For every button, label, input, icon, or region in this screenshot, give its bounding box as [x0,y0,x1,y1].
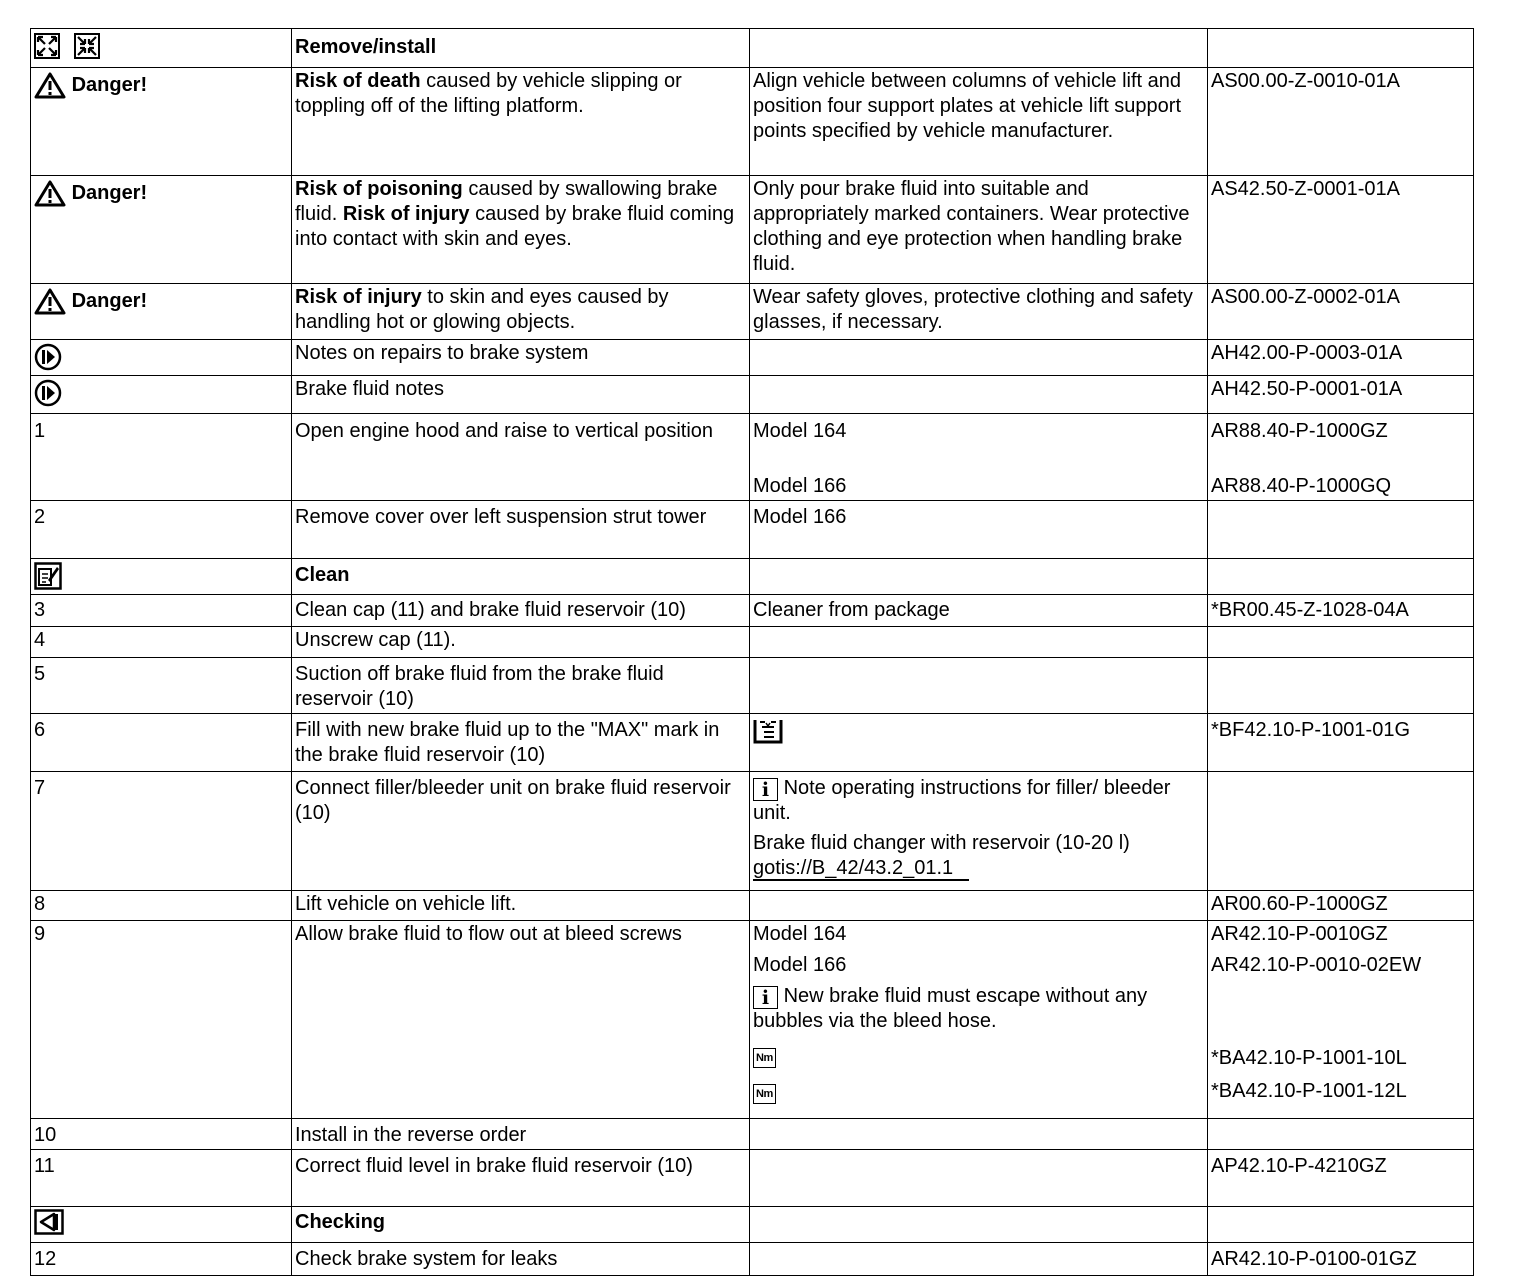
section-row-clean [31,559,1474,595]
step-row [31,1150,1474,1207]
danger-label: Danger! [71,74,148,96]
header-row [31,29,1474,68]
step-ref: AR88.40-P-1000GZ AR88.40-P-1000GQ [1208,414,1474,501]
torque-icon: Nm [753,1084,776,1104]
note-row [31,340,1474,376]
step-number: 12 [31,1243,292,1276]
step-number: 9 [31,921,292,1119]
step-ref: AR42.10-P-0100-01GZ [1208,1243,1474,1276]
step-text: Unscrew cap (11). [292,627,750,658]
step-row [31,891,1474,921]
step-number: 1 [31,414,292,501]
step-text: Connect filler/bleeder unit on brake fluid reservoir (10) [292,772,750,891]
step-row [31,714,1474,772]
step-number: 8 [31,891,292,921]
warning-triangle-icon [34,180,66,207]
danger-measure: Wear safety gloves, protective clothing and safety glasses, if necessary. [750,284,1208,340]
warning-triangle-icon [34,72,66,99]
step-row [31,921,1474,1119]
step-text: Correct fluid level in brake fluid reservoir (10) [292,1150,750,1207]
note-arrow-icon [34,343,62,371]
danger-measure: Align vehicle between columns of vehicle lift and position four support plates at vehicle lift support points specified by vehicle manufacturer. [750,68,1208,176]
danger-row [31,176,1474,284]
note-arrow-icon [34,379,62,407]
step-text: Install in the reverse order [292,1119,750,1150]
step-ref: *BF42.10-P-1001-01G [1208,714,1474,772]
danger-row [31,68,1474,176]
step-number: 5 [31,658,292,714]
step-number: 10 [31,1119,292,1150]
step-text: Clean cap (11) and brake fluid reservoir (10) [292,595,750,627]
info-note: i Note operating instructions for filler/ bleeder unit. [753,777,1171,824]
step-detail: Model 164 Model 166 i New brake fluid must escape without any bubbles via the bleed hose. Nm Nm [750,921,1208,1119]
checking-icon [34,1209,64,1235]
danger-ref: AS00.00-Z-0010-01A [1208,68,1474,176]
step-text: Suction off brake fluid from the brake fluid reservoir (10) [292,658,750,714]
warning-triangle-icon [34,288,66,315]
step-number: 11 [31,1150,292,1207]
note-text: Notes on repairs to brake system [292,340,750,376]
tool-label: Brake fluid changer with reservoir (10-20 l) [753,832,1130,854]
step-row [31,772,1474,891]
danger-ref: AS42.50-Z-0001-01A [1208,176,1474,284]
step-number: 3 [31,595,292,627]
remove-icon [34,33,60,59]
danger-risk: Risk of injury to skin and eyes caused by handling hot or glowing objects. [292,284,750,340]
info-icon: i [753,986,778,1009]
step-row [31,1243,1474,1276]
section-title: Clean [292,559,750,595]
danger-label: Danger! [71,290,148,312]
step-ref: AR00.60-P-1000GZ [1208,891,1474,921]
step-text: Fill with new brake fluid up to the "MAX" mark in the brake fluid reservoir (10) [292,714,750,772]
step-row [31,658,1474,714]
info-note: i New brake fluid must escape without any bubbles via the bleed hose. [753,985,1148,1032]
step-detail [750,772,1208,891]
step-text: Check brake system for leaks [292,1243,750,1276]
clean-icon [34,562,62,590]
torque-icon: Nm [753,1048,776,1068]
step-text: Remove cover over left suspension strut tower [292,501,750,559]
note-ref: AH42.00-P-0003-01A [1208,340,1474,376]
note-ref: AH42.50-P-0001-01A [1208,376,1474,414]
note-text: Brake fluid notes [292,376,750,414]
procedure-table [30,28,1474,1276]
step-number: 7 [31,772,292,891]
step-ref: *BR00.45-Z-1028-04A [1208,595,1474,627]
step-row [31,1119,1474,1150]
step-row [31,414,1474,501]
header-icons [31,29,292,68]
fluid-capacity-icon [753,718,783,744]
section-row-checking [31,1207,1474,1243]
danger-label: Danger! [71,182,148,204]
header-title: Remove/install [292,29,750,68]
note-row [31,376,1474,414]
danger-risk: Risk of poisoning caused by swallowing brake fluid. Risk of injury caused by brake fluid coming into contact with skin and eyes. [292,176,750,284]
step-detail: Cleaner from package [750,595,1208,627]
danger-risk: Risk of death caused by vehicle slipping or toppling off of the lifting platform. [292,68,750,176]
gotis-link[interactable]: gotis://B_42/43.2_01.1 [753,857,969,881]
step-row [31,627,1474,658]
danger-measure: Only pour brake fluid into suitable and appropriately marked containers. Wear protective clothing and eye protection when handling brake fluid. [750,176,1208,284]
danger-ref: AS00.00-Z-0002-01A [1208,284,1474,340]
info-icon: i [753,778,778,801]
step-ref: AR42.10-P-0010GZ AR42.10-P-0010-02EW *BA42.10-P-1001-10L *BA42.10-P-1001-12L [1208,921,1474,1119]
step-text: Allow brake fluid to flow out at bleed screws [292,921,750,1119]
step-text: Lift vehicle on vehicle lift. [292,891,750,921]
step-row [31,595,1474,627]
step-row [31,501,1474,559]
install-icon [74,33,100,59]
step-detail: Model 164 Model 166 [750,414,1208,501]
step-number: 6 [31,714,292,772]
step-detail: Model 166 [750,501,1208,559]
step-text: Open engine hood and raise to vertical position [292,414,750,501]
danger-row [31,284,1474,340]
step-number: 2 [31,501,292,559]
step-number: 4 [31,627,292,658]
step-ref: AP42.10-P-4210GZ [1208,1150,1474,1207]
section-title: Checking [292,1207,750,1243]
